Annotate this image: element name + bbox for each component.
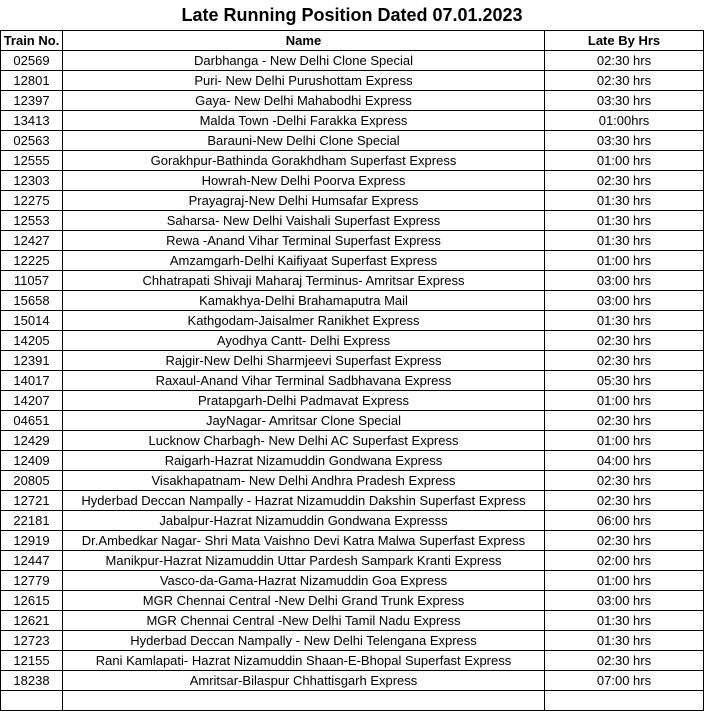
late-by-cell: 02:30 hrs [545,531,704,551]
train-name-cell: Vasco-da-Gama-Hazrat Nizamuddin Goa Express [63,571,545,591]
train-number-cell: 14207 [1,391,63,411]
train-number-cell: 20805 [1,471,63,491]
table-row [1,671,704,691]
table-row [1,91,704,111]
late-by-cell: 02:30 hrs [545,411,704,431]
table-row [1,191,704,211]
train-number-cell: 15014 [1,311,63,331]
train-name-cell: Puri- New Delhi Purushottam Express [63,71,545,91]
empty-cell [63,691,545,711]
page-title: Late Running Position Dated 07.01.2023 [1,0,704,31]
table-row [1,411,704,431]
table-row [1,491,704,511]
train-name-cell: Howrah-New Delhi Poorva Express [63,171,545,191]
late-by-cell: 02:30 hrs [545,471,704,491]
train-name-cell: Raigarh-Hazrat Nizamuddin Gondwana Express [63,451,545,471]
late-by-cell: 02:30 hrs [545,51,704,71]
train-name-cell: Prayagraj-New Delhi Humsafar Express [63,191,545,211]
late-by-cell: 01:00 hrs [545,391,704,411]
table-row [1,431,704,451]
train-number-cell: 12275 [1,191,63,211]
train-name-cell: Hyderbad Deccan Nampally - Hazrat Nizamuddin Dakshin Superfast Express [63,491,545,511]
train-name-cell: Chhatrapati Shivaji Maharaj Terminus- Amritsar Express [63,271,545,291]
late-by-cell: 02:30 hrs [545,71,704,91]
late-by-cell: 01:30 hrs [545,311,704,331]
train-name-cell: Gaya- New Delhi Mahabodhi Express [63,91,545,111]
table-row [1,391,704,411]
train-name-cell: Kamakhya-Delhi Brahamaputra Mail [63,291,545,311]
table-row [1,531,704,551]
train-number-cell: 04651 [1,411,63,431]
column-header-train-no: Train No. [1,31,63,51]
train-name-cell: Manikpur-Hazrat Nizamuddin Uttar Pardesh Sampark Kranti Express [63,551,545,571]
late-by-cell: 06:00 hrs [545,511,704,531]
train-name-cell: Saharsa- New Delhi Vaishali Superfast Express [63,211,545,231]
table-row [1,151,704,171]
train-number-cell: 12801 [1,71,63,91]
train-number-cell: 12447 [1,551,63,571]
train-number-cell: 12409 [1,451,63,471]
table-row [1,451,704,471]
late-by-cell: 01:00 hrs [545,151,704,171]
train-name-cell: Malda Town -Delhi Farakka Express [63,111,545,131]
table-row [1,311,704,331]
table-row [1,471,704,491]
table-row [1,211,704,231]
train-number-cell: 12779 [1,571,63,591]
train-number-cell: 14017 [1,371,63,391]
table-row [1,511,704,531]
train-number-cell: 12397 [1,91,63,111]
train-number-cell: 12721 [1,491,63,511]
column-header-name: Name [63,31,545,51]
table-row [1,271,704,291]
table-row [1,171,704,191]
train-number-cell: 22181 [1,511,63,531]
train-name-cell: Amritsar-Bilaspur Chhattisgarh Express [63,671,545,691]
late-by-cell: 02:30 hrs [545,351,704,371]
late-by-cell: 01:00 hrs [545,251,704,271]
late-by-cell: 04:00 hrs [545,451,704,471]
train-number-cell: 12429 [1,431,63,451]
train-name-cell: Lucknow Charbagh- New Delhi AC Superfast Express [63,431,545,451]
late-by-cell: 03:00 hrs [545,291,704,311]
train-name-cell: Jabalpur-Hazrat Nizamuddin Gondwana Expresss [63,511,545,531]
late-by-cell: 02:30 hrs [545,491,704,511]
table-row [1,131,704,151]
table-row [1,631,704,651]
late-by-cell: 01:00hrs [545,111,704,131]
train-name-cell: Rewa -Anand Vihar Terminal Superfast Express [63,231,545,251]
train-number-cell: 12155 [1,651,63,671]
train-name-cell: Raxaul-Anand Vihar Terminal Sadbhavana Express [63,371,545,391]
late-by-cell: 01:30 hrs [545,191,704,211]
train-name-cell: MGR Chennai Central -New Delhi Grand Trunk Express [63,591,545,611]
late-by-cell: 02:30 hrs [545,171,704,191]
table-row [1,231,704,251]
train-name-cell: Pratapgarh-Delhi Padmavat Express [63,391,545,411]
train-number-cell: 12919 [1,531,63,551]
late-by-cell: 02:30 hrs [545,331,704,351]
table-row [1,571,704,591]
empty-cell [545,691,704,711]
train-number-cell: 02563 [1,131,63,151]
train-name-cell: Gorakhpur-Bathinda Gorakhdham Superfast Express [63,151,545,171]
train-name-cell: Barauni-New Delhi Clone Special [63,131,545,151]
train-number-cell: 15658 [1,291,63,311]
train-name-cell: Rani Kamlapati- Hazrat Nizamuddin Shaan-E-Bhopal Superfast Express [63,651,545,671]
train-name-cell: Dr.Ambedkar Nagar- Shri Mata Vaishno Devi Katra Malwa Superfast Express [63,531,545,551]
train-number-cell: 02569 [1,51,63,71]
late-by-cell: 03:00 hrs [545,591,704,611]
table-row [1,71,704,91]
empty-row [1,691,704,711]
empty-cell [1,691,63,711]
late-by-cell: 03:00 hrs [545,271,704,291]
train-name-cell: Kathgodam-Jaisalmer Ranikhet Express [63,311,545,331]
train-number-cell: 12391 [1,351,63,371]
train-number-cell: 12723 [1,631,63,651]
train-number-cell: 14205 [1,331,63,351]
train-number-cell: 12615 [1,591,63,611]
train-name-cell: Visakhapatnam- New Delhi Andhra Pradesh Express [63,471,545,491]
table-row [1,371,704,391]
train-number-cell: 13413 [1,111,63,131]
late-by-cell: 01:30 hrs [545,231,704,251]
late-by-cell: 01:00 hrs [545,431,704,451]
late-by-cell: 07:00 hrs [545,671,704,691]
late-by-cell: 03:30 hrs [545,131,704,151]
late-by-cell: 01:30 hrs [545,611,704,631]
header-row [1,31,704,51]
train-number-cell: 12427 [1,231,63,251]
train-name-cell: Darbhanga - New Delhi Clone Special [63,51,545,71]
train-name-cell: Amzamgarh-Delhi Kaifiyaat Superfast Express [63,251,545,271]
late-by-cell: 01:30 hrs [545,211,704,231]
train-name-cell: Rajgir-New Delhi Sharmjeevi Superfast Express [63,351,545,371]
train-name-cell: MGR Chennai Central -New Delhi Tamil Nadu Express [63,611,545,631]
train-number-cell: 12621 [1,611,63,631]
late-by-cell: 05:30 hrs [545,371,704,391]
train-name-cell: JayNagar- Amritsar Clone Special [63,411,545,431]
train-number-cell: 11057 [1,271,63,291]
table-row [1,611,704,631]
table-row [1,291,704,311]
table-row [1,331,704,351]
table-row [1,51,704,71]
table-row [1,351,704,371]
table-row [1,251,704,271]
table-row [1,651,704,671]
train-name-cell: Hyderbad Deccan Nampally - New Delhi Telengana Express [63,631,545,651]
late-by-cell: 02:30 hrs [545,651,704,671]
late-by-cell: 03:30 hrs [545,91,704,111]
table-row [1,111,704,131]
train-number-cell: 12555 [1,151,63,171]
late-by-cell: 01:30 hrs [545,631,704,651]
column-header-late-by: Late By Hrs [545,31,704,51]
table-row [1,551,704,571]
train-number-cell: 12225 [1,251,63,271]
train-name-cell: Ayodhya Cantt- Delhi Express [63,331,545,351]
late-by-cell: 01:00 hrs [545,571,704,591]
table-body [1,51,704,711]
late-by-cell: 02:00 hrs [545,551,704,571]
train-number-cell: 18238 [1,671,63,691]
train-number-cell: 12303 [1,171,63,191]
train-number-cell: 12553 [1,211,63,231]
table-row [1,591,704,611]
